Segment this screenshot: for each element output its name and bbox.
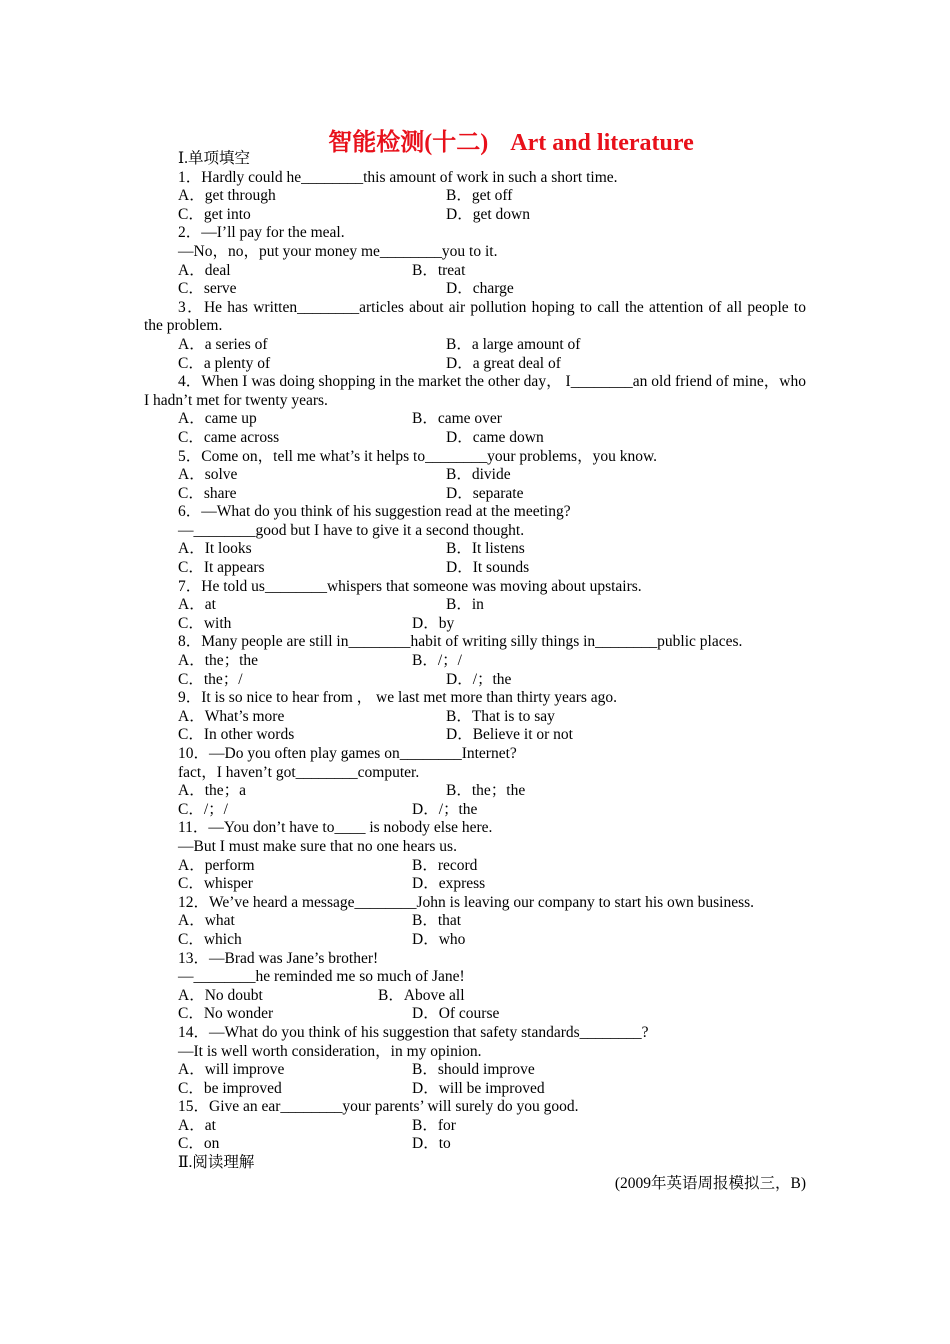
question-7-options-row-1 bbox=[144, 596, 806, 615]
question-15-options-row-2 bbox=[144, 1135, 806, 1154]
question-15-option-d: D．to bbox=[412, 1135, 451, 1153]
question-15-option-c: C．on bbox=[178, 1135, 220, 1153]
question-4-option-b: B．came over bbox=[412, 410, 502, 428]
question-14-line-2: —It is well worth consideration，in my opinion. bbox=[178, 1042, 482, 1060]
question-10-options-row-1 bbox=[144, 782, 806, 801]
question-2-option-a: A．deal bbox=[178, 261, 231, 279]
question-8-option-a: A．the；the bbox=[178, 652, 259, 670]
question-12-stem: 12．We’ve heard a message________John is leaving our company to start his own business. bbox=[178, 893, 755, 911]
question-6-line-1: 6．—What do you think of his suggestion read at the meeting? bbox=[178, 503, 571, 521]
question-8-option-d: D．/；the bbox=[446, 670, 512, 688]
question-12-option-a: A．what bbox=[178, 912, 235, 930]
question-14-option-c: C．be improved bbox=[178, 1079, 282, 1097]
question-10-option-c: C．/；/ bbox=[178, 800, 228, 818]
question-2-line-2: —No，no，put your money me________you to it. bbox=[178, 242, 498, 260]
question-1-option-d: D．get down bbox=[446, 205, 530, 223]
question-11-line-1: 11．—You don’t have to____ is nobody else here. bbox=[178, 819, 493, 837]
question-4-option-d: D．came down bbox=[446, 428, 544, 446]
question-8-stem: 8．Many people are still in________habit of writing silly things in________public places. bbox=[178, 633, 743, 651]
question-5-option-b: B．divide bbox=[446, 466, 511, 484]
question-3-option-c: C．a plenty of bbox=[178, 354, 271, 372]
question-10-options-row-2 bbox=[144, 801, 806, 820]
question-12-option-c: C．which bbox=[178, 930, 242, 948]
question-2-option-c: C．serve bbox=[178, 280, 237, 298]
question-10-option-b: B．the；the bbox=[446, 782, 526, 800]
question-14-option-a: A．will improve bbox=[178, 1061, 285, 1079]
question-13-option-c: C．No wonder bbox=[178, 1005, 274, 1023]
question-12-options-row-1 bbox=[144, 912, 806, 931]
question-11-line-2: —But I must make sure that no one hears us. bbox=[178, 837, 457, 855]
question-12-option-d: D．who bbox=[412, 930, 466, 948]
question-1-options-row-2 bbox=[144, 206, 806, 225]
source-citation: (2009年英语周报模拟三，B) bbox=[614, 1174, 806, 1192]
question-13-option-d: D．Of course bbox=[412, 1005, 500, 1023]
question-13-options-row-1 bbox=[144, 987, 806, 1006]
question-7-options-row-2 bbox=[144, 615, 806, 634]
question-3-options-row-1 bbox=[144, 336, 806, 355]
question-9-option-b: B．That is to say bbox=[446, 707, 555, 725]
question-15-options-row-1 bbox=[144, 1117, 806, 1136]
question-13-options-row-2 bbox=[144, 1005, 806, 1024]
question-13-option-b: B．Above all bbox=[378, 986, 465, 1004]
question-6-option-c: C．It appears bbox=[178, 559, 265, 577]
question-1-option-b: B．get off bbox=[446, 187, 513, 205]
question-10-option-d: D．/；the bbox=[412, 800, 478, 818]
question-1-options-row-1 bbox=[144, 187, 806, 206]
section-heading-reading: Ⅱ.阅读理解 bbox=[178, 1154, 255, 1172]
question-11-option-a: A．perform bbox=[178, 856, 255, 874]
question-5-options-row-1 bbox=[144, 466, 806, 485]
question-4-option-a: A．came up bbox=[178, 410, 257, 428]
question-15-option-b: B．for bbox=[412, 1116, 456, 1134]
question-7-stem: 7．He told us________whispers that someone was moving about upstairs. bbox=[178, 577, 642, 595]
question-4-option-c: C．came across bbox=[178, 428, 280, 446]
question-12-options-row-2 bbox=[144, 931, 806, 950]
question-8-option-c: C．the；/ bbox=[178, 670, 243, 688]
question-9-option-a: A．What’s more bbox=[178, 707, 285, 725]
question-9-stem: 9．It is so nice to hear from ， we last met more than thirty years ago. bbox=[178, 689, 618, 707]
question-14-options-row-1 bbox=[144, 1061, 806, 1080]
question-6-option-d: D．It sounds bbox=[446, 559, 530, 577]
question-10-line-2: fact，I haven’t got________computer. bbox=[178, 763, 420, 781]
question-6-line-2: —________good but I have to give it a second thought. bbox=[178, 521, 525, 539]
question-15-stem: 15．Give an ear________your parents’ will surely do you good. bbox=[178, 1098, 579, 1116]
question-3-option-d: D．a great deal of bbox=[446, 354, 561, 372]
question-14-option-b: B．should improve bbox=[412, 1061, 535, 1079]
question-9-options-row-2 bbox=[144, 726, 806, 745]
question-4-options-row-2 bbox=[144, 429, 806, 448]
question-5-option-c: C．share bbox=[178, 484, 237, 502]
question-5-option-a: A．solve bbox=[178, 466, 238, 484]
question-3-options-row-2 bbox=[144, 355, 806, 374]
question-8-option-b: B．/；/ bbox=[412, 652, 462, 670]
question-12-option-b: B．that bbox=[412, 912, 462, 930]
question-11-options-row-1 bbox=[144, 857, 806, 876]
question-13-option-a: A．No doubt bbox=[178, 986, 263, 1004]
question-14-options-row-2 bbox=[144, 1080, 806, 1099]
question-5-options-row-2 bbox=[144, 485, 806, 504]
question-2-options-row-2 bbox=[144, 280, 806, 299]
question-6-options-row-2 bbox=[144, 559, 806, 578]
question-11-option-d: D．express bbox=[412, 875, 486, 893]
question-2-option-b: B．treat bbox=[412, 261, 466, 279]
question-4-options-row-1 bbox=[144, 410, 806, 429]
question-1-option-a: A．get through bbox=[178, 187, 276, 205]
question-6-options-row-1 bbox=[144, 540, 806, 559]
question-9-options-row-1 bbox=[144, 708, 806, 727]
question-7-option-c: C．with bbox=[178, 614, 232, 632]
question-9-option-c: C．In other words bbox=[178, 726, 295, 744]
question-6-option-a: A．It looks bbox=[178, 540, 252, 558]
question-13-line-1: 13．—Brad was Jane’s brother! bbox=[178, 949, 379, 967]
question-10-line-1: 10．—Do you often play games on________Internet? bbox=[178, 745, 517, 762]
question-8-options-row-1 bbox=[144, 652, 806, 671]
question-7-option-a: A．at bbox=[178, 596, 216, 614]
question-11-options-row-2 bbox=[144, 875, 806, 894]
question-13-line-2: —________he reminded me so much of Jane! bbox=[178, 968, 465, 986]
question-15-option-a: A．at bbox=[178, 1116, 216, 1134]
question-3-option-a: A．a series of bbox=[178, 335, 268, 353]
question-10-option-a: A．the；a bbox=[178, 782, 247, 800]
question-8-options-row-2 bbox=[144, 671, 806, 690]
question-5-option-d: D．separate bbox=[446, 484, 524, 502]
question-7-option-d: D．by bbox=[412, 614, 455, 632]
question-4-stem: 4．When I was doing shopping in the market the other day， I________an old friend of mine，who I hadn’t met for twenty years. bbox=[144, 373, 806, 409]
question-7-option-b: B．in bbox=[446, 596, 484, 614]
question-14-line-1: 14．—What do you think of his suggestion that safety standards________? bbox=[178, 1023, 649, 1041]
title-chinese: 智能检测(十二) bbox=[328, 130, 489, 156]
question-2-options-row-1 bbox=[144, 262, 806, 281]
question-3-stem: 3．He has written________articles about air pollution hoping to call the attention of all people to the problem. bbox=[144, 298, 806, 335]
question-11-option-c: C．whisper bbox=[178, 875, 253, 893]
question-1-option-c: C．get into bbox=[178, 205, 251, 223]
question-6-option-b: B．It listens bbox=[446, 540, 525, 558]
question-1-stem: 1．Hardly could he________this amount of work in such a short time. bbox=[178, 168, 618, 186]
question-2-line-1: 2．—I’ll pay for the meal. bbox=[178, 224, 345, 242]
section-heading-single-choice: Ⅰ.单项填空 bbox=[178, 150, 250, 167]
question-5-stem: 5．Come on，tell me what’s it helps to________your problems，you know. bbox=[178, 447, 658, 465]
question-11-option-b: B．record bbox=[412, 856, 478, 874]
question-2-option-d: D．charge bbox=[446, 280, 514, 298]
question-3-option-b: B．a large amount of bbox=[446, 335, 581, 353]
title-english: Art and literature bbox=[510, 130, 694, 156]
question-9-option-d: D．Believe it or not bbox=[446, 726, 573, 744]
question-14-option-d: D．will be improved bbox=[412, 1079, 545, 1097]
exercise-content bbox=[144, 150, 806, 1193]
